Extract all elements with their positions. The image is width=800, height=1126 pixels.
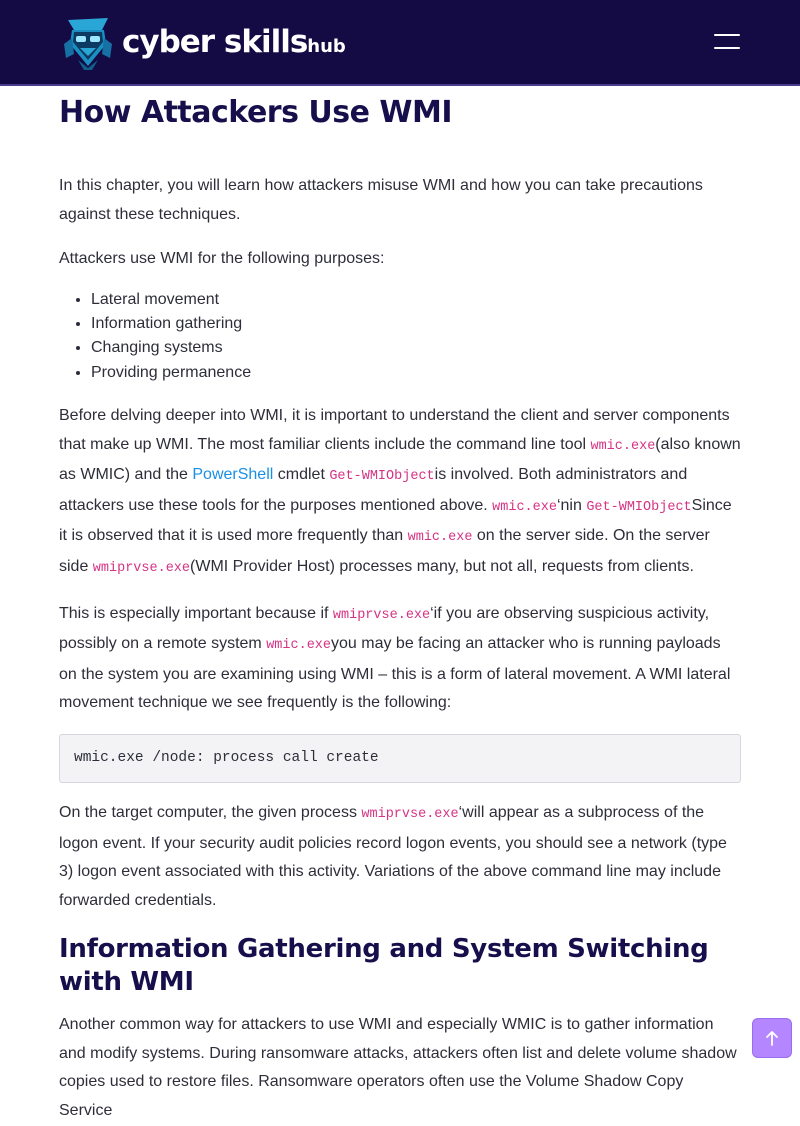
inline-code: wmic.exe	[407, 530, 473, 546]
list-item: • Information gathering	[91, 312, 741, 336]
lateral-movement-paragraph	[59, 600, 741, 718]
article-content	[59, 86, 741, 1126]
target-paragraph	[59, 799, 741, 915]
site-header	[0, 0, 800, 86]
inline-code: wmiprvse.exe	[92, 560, 191, 576]
list-item: • Lateral movement	[91, 288, 741, 312]
text: you may be facing an attacker who is running payloads on the system you are examining using WMI – this is a form of lateral movement. A WMI lateral movement technique we see frequently is the following:	[59, 635, 731, 712]
site-logo[interactable]	[62, 14, 346, 70]
text: on the server side. On the server side	[59, 527, 710, 575]
text: is involved. Both administrators and attackers use these tools for the purposes mentioned above.	[59, 466, 688, 514]
clients-paragraph	[59, 402, 741, 584]
text: On the target computer, the given process	[59, 803, 362, 821]
text: ‘will appear as a subprocess of the logon event. If your security audit policies record logon events, you should see a network (type 3) logon event associated with this activity. Variations of the above command line may include forwarded credentials.	[59, 803, 727, 909]
inline-code: wmic.exe	[590, 438, 656, 454]
code-block[interactable]: wmic.exe /node: process call create	[59, 734, 741, 783]
menu-line-top	[714, 34, 740, 36]
list-item: • Changing systems	[91, 336, 741, 360]
purposes-lead: Attackers use WMI for the following purposes:	[59, 250, 385, 268]
purposes-list	[59, 288, 741, 385]
text: ‘if you are observing suspicious activity, possibly on a remote system	[59, 604, 710, 653]
info-gathering-paragraph: Another common way for attackers to use WMI and especially WMIC is to gather information and modify systems. During ransomware attacks, attackers often list and delete volume shadow copies used to restore files. Ransomware operators often use the Volume Shadow Copy Service	[59, 1016, 737, 1120]
text: Since it is observed that it is used more frequently than	[59, 496, 732, 545]
inline-code: wmic.exe	[492, 499, 557, 515]
inline-code: Get-WMIObject	[586, 499, 692, 515]
text: This is especially important because if	[59, 604, 333, 622]
brand-hub: hub	[307, 35, 346, 57]
text: cmdlet	[273, 466, 330, 484]
menu-line-bottom	[714, 47, 740, 49]
brand-main: cyber skills	[122, 23, 308, 60]
brand-name	[122, 23, 346, 60]
hamburger-menu-icon[interactable]	[714, 32, 742, 52]
text: (also known as WMIC) and the	[59, 435, 741, 484]
text: Before delving deeper into WMI, it is important to understand the client and server components that make up WMI. The most familiar clients include the command line tool	[59, 406, 730, 453]
inline-code: wmic.exe	[266, 638, 332, 654]
inline-code: Get-WMIObject	[329, 469, 435, 485]
intro-paragraph: In this chapter, you will learn how attackers misuse WMI and how you can take precautions against these techniques.	[59, 177, 703, 223]
text: (WMI Provider Host) processes many, but not all, requests from clients.	[190, 557, 694, 575]
inline-code: wmiprvse.exe	[332, 607, 431, 623]
inline-code: wmiprvse.exe	[361, 806, 459, 822]
page-title: How Attackers Use WMI	[59, 95, 453, 130]
section-title: Information Gathering and System Switching with WMI	[59, 934, 709, 998]
powershell-link[interactable]: PowerShell	[192, 466, 274, 484]
back-to-top-button[interactable]	[752, 1018, 792, 1058]
text: ‘nin	[556, 496, 587, 514]
hacker-mascot-icon	[62, 14, 114, 70]
arrow-up-icon	[764, 1029, 780, 1047]
list-item: • Providing permanence	[91, 361, 741, 385]
